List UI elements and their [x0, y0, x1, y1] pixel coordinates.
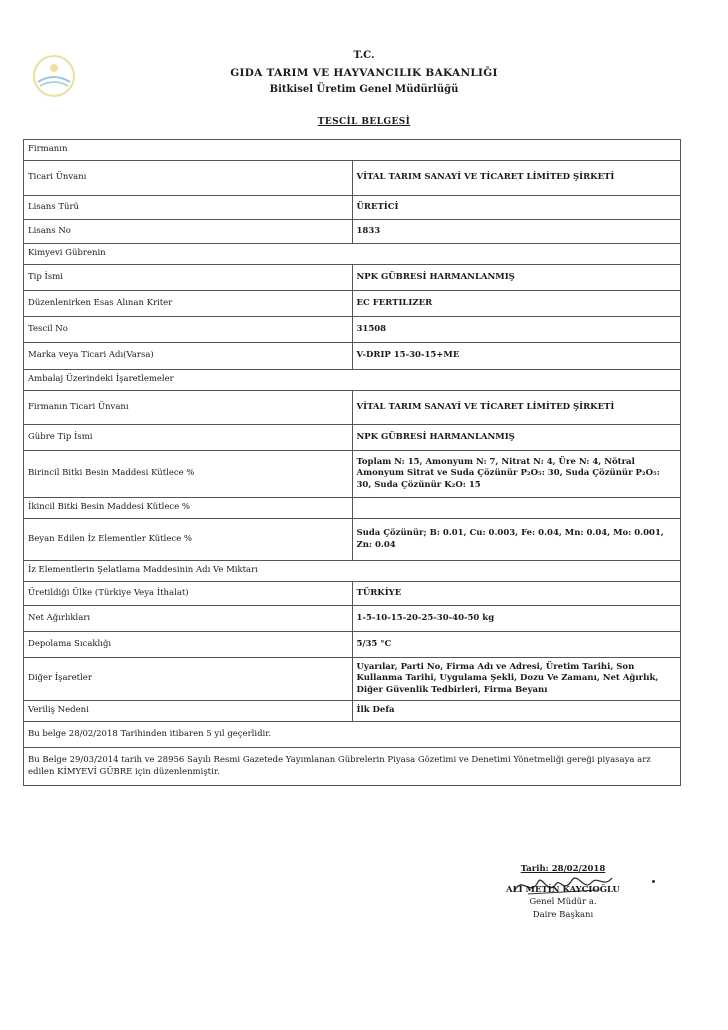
field-label: İkincil Bitki Besin Maddesi Kütlece %	[24, 498, 353, 519]
field-label: Gübre Tip İsmi	[24, 425, 353, 451]
table-row	[24, 161, 681, 196]
field-value: EC FERTILIZER	[352, 291, 681, 317]
field-value: V-DRIP 15-30-15+ME	[352, 343, 681, 370]
ink-dot	[652, 880, 655, 883]
section-row	[24, 748, 681, 786]
field-value: 5/35 °C	[352, 632, 681, 658]
section-label: Kimyevi Gübrenin	[24, 244, 681, 265]
section-row	[24, 561, 681, 582]
table-row	[24, 265, 681, 291]
field-value: 1-5-10-15-20-25-30-40-50 kg	[352, 606, 681, 632]
field-value: Uyarılar, Parti No, Firma Adı ve Adresi, Üretim Tarihi, Son Kullanma Tarihi, Uygulama Şekli, Dozu Ve Zamanı, Net Ağırlık, Diğer Güvenlik Tedbirleri, Firma Beyanı	[352, 658, 681, 701]
field-label: Beyan Edilen İz Elementler Kütlece %	[24, 519, 353, 561]
section-label: Firmanın	[24, 140, 681, 161]
table-row	[24, 632, 681, 658]
field-value: VİTAL TARIM SANAYİ VE TİCARET LİMİTED ŞİRKETİ	[352, 391, 681, 425]
signature-block	[488, 864, 638, 921]
field-value: İlk Defa	[352, 701, 681, 722]
field-label: Ticari Ünvanı	[24, 161, 353, 196]
field-label: Lisans No	[24, 220, 353, 244]
field-label: Depolama Sıcaklığı	[24, 632, 353, 658]
section-row	[24, 140, 681, 161]
field-label: Tescil No	[24, 317, 353, 343]
field-label: Veriliş Nedeni	[24, 701, 353, 722]
table-row	[24, 196, 681, 220]
table-row	[24, 317, 681, 343]
field-label: Firmanın Ticari Ünvanı	[24, 391, 353, 425]
field-label: Net Ağırlıkları	[24, 606, 353, 632]
section-label: İz Elementlerin Şelatlama Maddesinin Adı Ve Miktarı	[24, 561, 681, 582]
table-row	[24, 606, 681, 632]
table-row	[24, 220, 681, 244]
field-value: Suda Çözünür; B: 0.01, Cu: 0.003, Fe: 0.04, Mn: 0.04, Mo: 0.001, Zn: 0.04	[352, 519, 681, 561]
header-ministry: GIDA TARIM VE HAYVANCILIK BAKANLIĞI	[230, 67, 498, 79]
field-label: Marka veya Ticari Adı(Varsa)	[24, 343, 353, 370]
header-department: Bitkisel Üretim Genel Müdürlüğü	[269, 84, 459, 95]
header-country: T.C.	[353, 50, 375, 61]
field-label: Düzenlenirken Esas Alınan Kriter	[24, 291, 353, 317]
table-row	[24, 391, 681, 425]
field-value: 31508	[352, 317, 681, 343]
registration-table	[23, 139, 681, 786]
table-row	[24, 498, 681, 519]
section-row	[24, 370, 681, 391]
field-label: Diğer İşaretler	[24, 658, 353, 701]
section-label: Ambalaj Üzerindeki İşaretlemeler	[24, 370, 681, 391]
section-label: Bu belge 28/02/2018 Tarihinden itibaren 5 yıl geçerlidir.	[24, 722, 681, 748]
document-title: TESCİL BELGESİ	[317, 117, 411, 127]
section-label: Bu Belge 29/03/2014 tarih ve 28956 Sayılı Resmi Gazetede Yayımlanan Gübrelerin Piyasa Gözetimi ve Denetimi Yönetmeliği gereği piyasaya arz edilen KİMYEVİ GÜBRE için düzenlenmiştir.	[24, 748, 681, 786]
signatory-name: ALİ METİN KAYCIOĞLU	[506, 885, 620, 895]
section-row	[24, 244, 681, 265]
signatory-title-1: Genel Müdür a.	[529, 897, 597, 908]
signatory-title-2: Daire Başkanı	[532, 909, 594, 920]
table-row	[24, 343, 681, 370]
section-row	[24, 722, 681, 748]
field-label: Üretildiği Ülke (Türkiye Veya İthalat)	[24, 582, 353, 606]
field-label: Birincil Bitki Besin Maddesi Kütlece %	[24, 451, 353, 498]
field-value: NPK GÜBRESİ HARMANLANMIŞ	[352, 425, 681, 451]
table-row	[24, 451, 681, 498]
table-row	[24, 701, 681, 722]
field-value: Toplam N: 15, Amonyum N: 7, Nitrat N: 4, Üre N: 4, Nötral Amonyum Sitrat ve Suda Çözünür P₂O₅: 30, Suda Çözünür P₂O₅: 30, Suda Çözünür K₂O: 15	[352, 451, 681, 498]
table-row	[24, 425, 681, 451]
field-value: VİTAL TARIM SANAYİ VE TİCARET LİMİTED ŞİRKETİ	[352, 161, 681, 196]
table-row	[24, 658, 681, 701]
field-label: Lisans Türü	[24, 196, 353, 220]
table-row	[24, 291, 681, 317]
field-value: ÜRETİCİ	[352, 196, 681, 220]
field-label: Tip İsmi	[24, 265, 353, 291]
field-value: 1833	[352, 220, 681, 244]
signature-date: Tarih: 28/02/2018	[520, 864, 606, 874]
field-value	[352, 498, 681, 519]
table-row	[24, 582, 681, 606]
table-row	[24, 519, 681, 561]
field-value: TÜRKİYE	[352, 582, 681, 606]
field-value: NPK GÜBRESİ HARMANLANMIŞ	[352, 265, 681, 291]
